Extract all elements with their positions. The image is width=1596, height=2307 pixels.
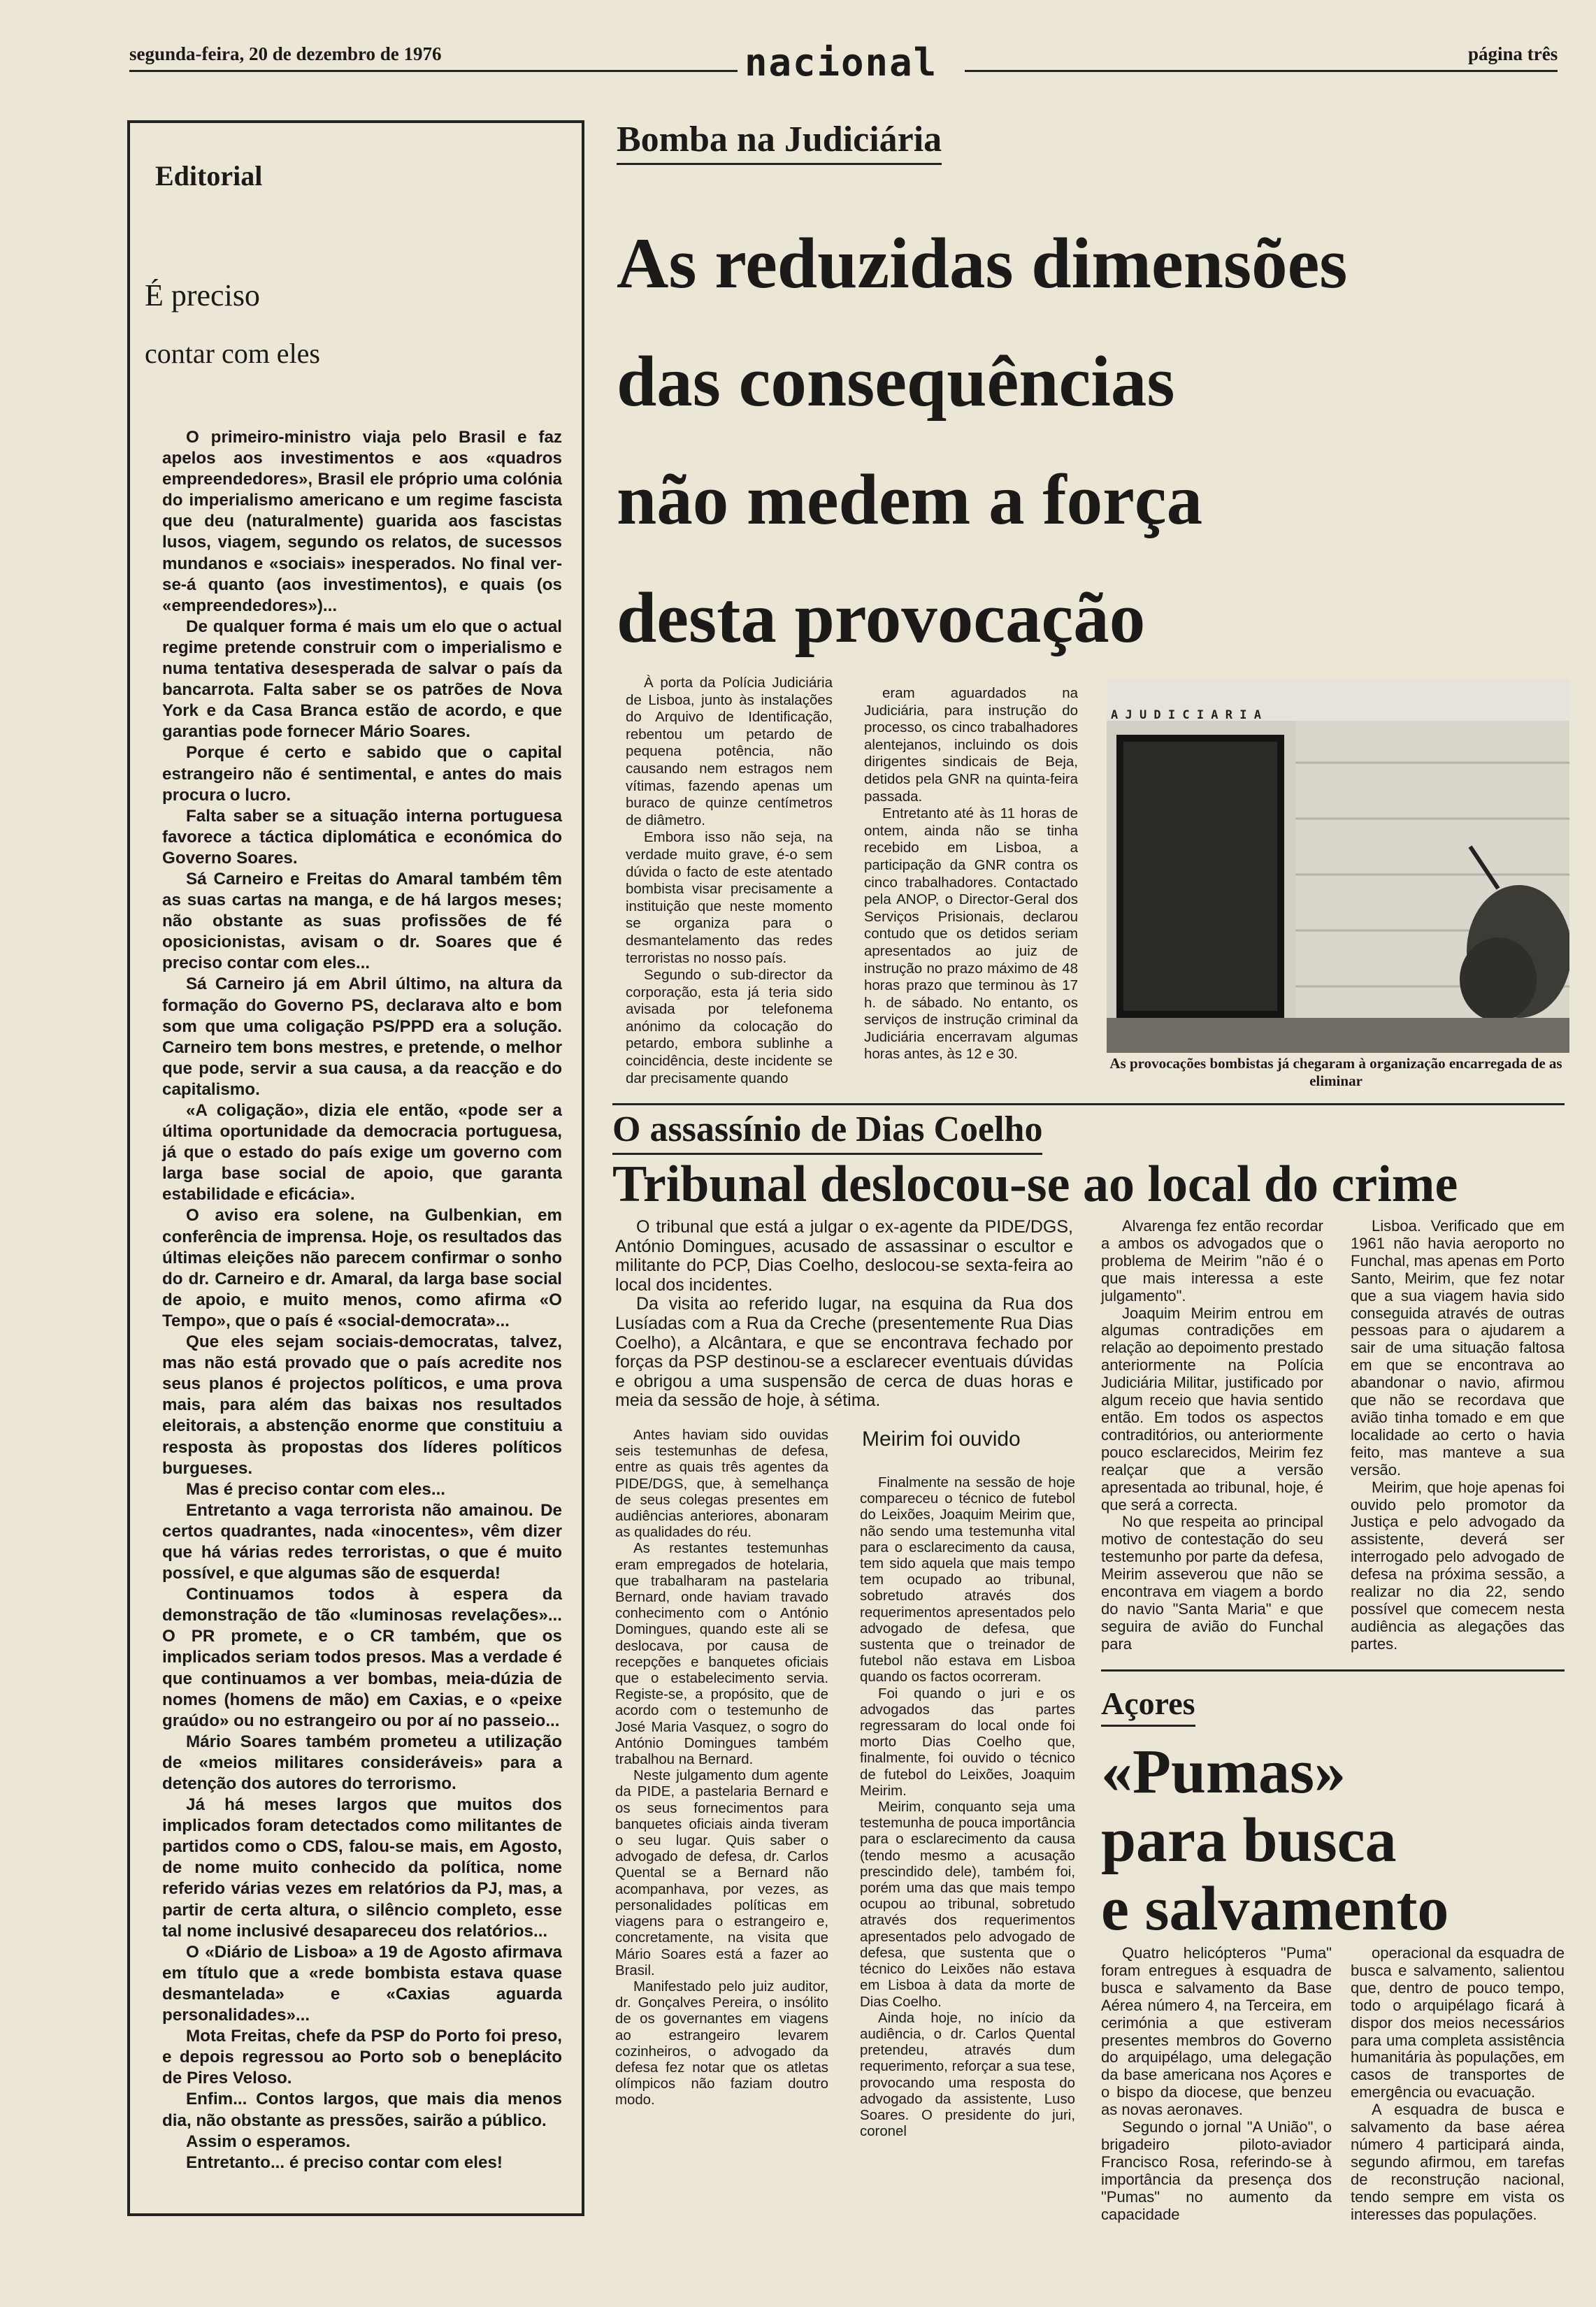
paragraph: operacional da esquadra de busca e salvamento, salientou que, dentro de pouco tempo, todo o arquipélago ficará à dispor dos meios necessários para uma completa assistência humanitária às populações, em casos de transportes de emergência ou evacuação. [1351,1944,1565,2101]
paragraph: Lisboa. Verificado que em 1961 não havia aeroporto no Funchal, mas apenas em Porto Santo, Meirim, que fez notar que a sua viagem havia sido conseguida através de outras pessoas para o ajudarem a sair de uma situação faltosa em que se encontrava ao abandonar o navio, afirmou que não se recordava que avião tinha tomado e em que localidade ao certo o havia feito, mas manteve a sua versão. [1351,1217,1565,1479]
paragraph: Porque é certo e sabido que o capital estrangeiro não é sentimental, e antes do mais procura o lucro. [162,743,562,805]
editorial-body [162,427,562,2173]
acores-headline [1101,1738,1448,1943]
paragraph: Continuamos todos à espera da demonstração de tão «luminosas revelações»... O PR promete, e o CR também, que os implicados seriam todos presos. Mas a verdade é que continuamos a ver bombas, meia-dúzia de nomes (homens de mão) em Caxias, e o «peixe graúdo» ou no estrangeiro ou por aí no passeio... [162,1585,562,1730]
paragraph: Entretanto até às 11 horas de ontem, ainda não se tinha recebido em Lisboa, a participação da GNR contra os cinco trabalhadores. Contactado pela ANOP, o Director-Geral dos Serviços Prisionais, declarou contudo que os detidos seriam apresentados ao juiz de instrução no prazo máximo de 48 horas prazo que terminou às 17 h. de sábado. No entanto, os serviços de instrução criminal da Judiciária encerravam algumas horas antes, às 12 e 30. [864,805,1078,1063]
paragraph: Entretanto... é preciso contar com eles! [186,2153,503,2172]
headline-line: das consequências [617,342,1175,422]
bomba-headline [617,205,1553,677]
paragraph: «A coligação», dizia ele então, «pode ser a última oportunidade da democracia portuguesa, já que o estado do país exige um governo com larga base social de apoio, que garanta estabilidade e eficácia». [162,1101,562,1205]
judiciaria-photo-image [1107,679,1569,1053]
paragraph: Ainda hoje, no início da audiência, o dr. Carlos Quental pretendeu, através dum requerimento, reforçar a sua tese, provocando uma resposta do advogado da assistente, Luso Soares. O presidente do juri, coronel [860,2010,1075,2140]
paragraph: Mas é preciso contar com eles... [186,1479,446,1499]
paragraph: Embora isso não seja, na verdade muito grave, é-o sem dúvida o facto de este atentado bombista visar precisamente a instituição que neste momento se organiza para o desmantelamento das redes terroristas no nosso país. [626,829,833,966]
dias-coelho-kicker: O assassínio de Dias Coelho [612,1109,1042,1155]
editorial-title-line2: contar com eles [145,338,320,369]
headline-line: As reduzidas dimensões [617,224,1348,303]
bomba-column-1 [626,675,833,1087]
masthead-rule-right [965,70,1558,72]
section-divider [612,1103,1565,1105]
paragraph: Foi quando o juri e os advogados das partes regressaram do local onde foi morto Dias Coelho que, finalmente, foi ouvido o técnico de futebol do Leixões, Joaquim Meirim. [860,1686,1075,1799]
paragraph: O tribunal que está a julgar o ex-agente da PIDE/DGS, António Domingues, acusado de assassinar o escultor e militante do PCP, Dias Coelho, deslocou-se sexta-feira ao local dos incidentes. [615,1217,1073,1295]
paragraph: Manifestado pelo juiz auditor, dr. Gonçalves Pereira, o insólito de os governantes em viagens ao estrangeiro levarem cozinheiros, o advogado da defesa fez notar que os atletas olímpicos não faziam doutro modo. [615,1978,828,2108]
paragraph: Mário Soares também prometeu a utilização de «meios militares consideráveis» para a detenção dos autores do terrorismo. [162,1732,562,1793]
paragraph: A esquadra de busca e salvamento da base aérea número 4 participará ainda, segundo afirmou, em tarefas de reconstrução nacional, tendo sempre em vista os interesses das populações. [1351,2101,1565,2223]
paragraph: O aviso era solene, na Gulbenkian, em conferência de imprensa. Hoje, os resultados das últimas eleições não parecem confirmar o sonho do dr. Carneiro e dr. Amaral, da larga base social de apoio, e muito menos, como afirma «O Tempo», que o país é «social-democrata»... [162,1206,562,1330]
acores-column-2 [1351,1945,1565,2224]
paragraph: No que respeita ao principal motivo de contestação do seu testemunho por parte da defesa, Meirim asseverou que não se encontrava em viagem a bordo do navio "Santa Maria" e que seguira de avião do Funchal para [1101,1513,1323,1653]
masthead-date: segunda-feira, 20 de dezembro de 1976 [129,43,442,64]
paragraph: Entretanto a vaga terrorista não amainou. De certos quadrantes, nada «inocentes», vêm dizer que há várias redes terroristas, o que é muito possível, e que algumas são de esquerda! [162,1500,562,1583]
paragraph: Segundo o jornal "A União", o brigadeiro piloto-aviador Francisco Rosa, referindo-se à importância da presença dos "Pumas" no aumento da capacidade [1101,2118,1332,2223]
paragraph: Antes haviam sido ouvidas seis testemunhas de defesa, entre as quais três agentes da PIDE/DGS, que, à semelhança de seus colegas presentes em audiências anteriores, abonaram as qualidades do réu. [615,1428,828,1541]
paragraph: Sá Carneiro e Freitas do Amaral também têm as suas cartas na manga, e de há largos meses; não obstante as suas profissões de fé oposicionistas, avisam o dr. Soares que é preciso contar com eles... [162,869,562,973]
dias-coelho-column-2 [860,1475,1075,2140]
masthead-section: nacional [738,41,944,85]
photo-caption: As provocações bombistas já chegaram à organização encarregada de as eliminar [1109,1055,1562,1089]
headline-line: desta provocação [617,578,1146,658]
paragraph: Segundo o sub-director da corporação, esta já teria sido avisada por telefonema anónimo da colocação do petardo, embora sublinhe a coincidência, deste incidente se dar precisamente quando [626,967,833,1086]
editorial-title-line1: É preciso [145,278,260,312]
judiciaria-photo [1107,679,1569,1053]
bomba-column-2 [864,685,1078,1063]
paragraph: À porta da Polícia Judiciária de Lisboa, junto às instalações do Arquivo de Identificação, rebentou um petardo de pequena potência, não causando nem estragos nem vítimas, fazendo apenas um buraco de quinze centímetros de diâmetro. [626,675,833,828]
editorial-kicker: Editorial [155,160,263,192]
headline-line: e salvamento [1101,1874,1449,1943]
paragraph: Alvarenga fez então recordar a ambos os advogados que o problema de Meirim "não é o que mais interessa a este julgamento". [1101,1217,1323,1305]
acores-column-1 [1101,1945,1332,2224]
dias-coelho-column-1 [615,1428,828,2109]
paragraph: Da visita ao referido lugar, na esquina da Rua dos Lusíadas com a Rua da Creche (presentemente Rua Dias Coelho), a Alcântara, e que se encontrava fechado por forças da PSP destinou-se a esclarecer eventuais dúvidas e obrigou a uma suspensão de cerca de duas horas e meia da sessão de hoje, à sétima. [615,1294,1073,1411]
paragraph: De qualquer forma é mais um elo que o actual regime pretende construir com o imperialismo e numa tentativa desesperada de salvar o país da bancarrota. Falta saber se os patrões de Nova York e da Casa Branca estão de acordo, e que garantias pode fornecer Mário Soares. [162,617,562,742]
bomba-kicker: Bomba na Judiciária [617,119,942,165]
paragraph: As restantes testemunhas eram empregados de hotelaria, que trabalharam na pastelaria Bernard, onde haviam travado conhecimento com o António Domingues, quando este ali se deslocava, por causa de recepções e banquetes oficiais que o estabelecimento servia. Registe-se, a propósito, que de acordo com o testemunho de José Maria Vasquez, o sogro do António Domingues também trabalhou na Bernard. [615,1541,828,1768]
dias-coelho-column-3 [1101,1218,1323,1653]
headline-line: para busca [1101,1806,1397,1875]
photo-sign: A J U D I C I A R I A [1111,708,1261,722]
headline-line: não medem a força [617,460,1203,540]
paragraph: Quatro helicópteros "Puma" foram entregues à esquadra de busca e salvamento da Base Aérea número 4, na Terceira, em cerimónia a que estiveram presentes membros do Governo do arquipélago, uma delegação da base americana nos Açores e o bispo da diocese, que benzeu as novas aeronaves. [1101,1944,1332,2119]
paragraph: Já há meses largos que muitos dos implicados foram detectados como militantes de partidos como o CDS, falou-se mais, em Agosto, de nome muito conhecido da política, nome referido várias vezes em relatórios da PJ, mas, a partir de certa altura, o silêncio completo, esse tal nome inclusivé desapareceu dos relatórios... [162,1795,562,1941]
paragraph: Neste julgamento dum agente da PIDE, a pastelaria Bernard e os seus fornecimentos para banquetes oficiais ainda tiveram o seu lugar. Quis saber o advogado de defesa, dr. Carlos Quental se a Bernard não acompanhava, por vezes, as personalidades políticas em viagens para o estrangeiro e, concretamente, na visita que Mário Soares está a fazer ao Brasil. [615,1768,828,1978]
paragraph: Meirim, conquanto seja uma testemunha de pouca importância para o esclarecimento da causa (tendo mesmo a acusação prescindido dele), também foi, porém uma das que mais tempo ocupou ao tribunal, sobretudo através dos requerimentos apresentados pelo advogado de defesa, que sustenta que o técnico do Leixões não estava em Lisboa à data da morte de Dias Coelho. [860,1799,1075,2010]
dias-coelho-headline: Tribunal deslocou-se ao local do crime [612,1156,1458,1213]
headline-line: «Pumas» [1101,1737,1346,1806]
paragraph: Meirim, que hoje apenas foi ouvido pelo promotor da Justiça e pelo advogado da assistente, deverá ser interrogado pelo advogado de defesa na próxima sessão, a realizar no dia 22, sendo possível que comecem nesta audiência as alegações das partes. [1351,1478,1565,1653]
paragraph: O «Diário de Lisboa» a 19 de Agosto afirmava em título que a «rede bombista estava quase desmantelada» e «Caxias aguarda personalidades»... [162,1942,562,2025]
meirim-subhead: Meirim foi ouvido [862,1428,1021,1451]
paragraph: eram aguardados na Judiciária, para instrução do processo, os cinco trabalhadores alentejanos, incluindo os dois dirigentes sindicais de Beja, detidos pela GNR na quinta-feira passada. [864,685,1078,805]
paragraph: Enfim... Contos largos, que mais dia menos dia, não obstante as pressões, sairão a público. [162,2090,562,2130]
paragraph: Assim o esperamos. [186,2132,351,2151]
paragraph: Finalmente na sessão de hoje compareceu o técnico de futebol do Leixões, Joaquim Meirim que, não sendo uma testemunha vital para o esclarecimento da causa, tem sido aquela que mais tempo tem ocupado ao tribunal, sobretudo através dos requerimentos apresentados pelo advogado de defesa, que sustenta que o treinador de futebol não estava em Lisboa quando os factos ocorreram. [860,1475,1075,1686]
paragraph: O primeiro-ministro viaja pelo Brasil e faz apelos aos investimentos e aos «quadros empreendedores», Brasil ele próprio uma colónia do imperialismo americano e um regime fascista que deu (naturalmente) guarida aos fascistas lusos, viagem, segundo os relatos, de sucessos mundanos e «sociais» inesperados. No final ver-se-á quanto (aos investimentos), e quais (os «empreendedores»)... [162,428,562,615]
paragraph: Joaquim Meirim entrou em algumas contradições em relação ao depoimento prestado anteriormente na Polícia Judiciária Militar, justificado por algum receio que havia sentido então. Em todos os aspectos contraditórios, ou anteriormente pouco esclarecidos, Meirim fez realçar que a versão apresentada ao tribunal, hoje, é que será a correcta. [1101,1304,1323,1514]
acores-kicker: Açores [1101,1685,1195,1727]
dias-coelho-column-4 [1351,1218,1565,1653]
paragraph: Que eles sejam sociais-democratas, talvez, mas não está provado que o país acredite nos seus planos é projectos políticos, e uma prova mais, para além das baixas nos resultados eleitorais, a abstenção enorme que constituiu a resposta às propostas dos líderes políticos burgueses. [162,1332,562,1478]
paragraph: Falta saber se a situação interna portuguesa favorece a táctica diplomática e económica do Governo Soares. [162,806,562,868]
paragraph: Mota Freitas, chefe da PSP do Porto foi preso, e depois regressou ao Porto sob o beneplácito de Pires Veloso. [162,2027,562,2088]
dias-coelho-lead [615,1218,1073,1411]
paragraph: Sá Carneiro já em Abril último, na altura da formação do Governo PS, declarava alto e bom som que uma coligação PS/PPD era a solução. Carneiro tem bons mestres, e pretende, o melhor que pode, servir a sua causa, a da reacção e do capitalismo. [162,975,562,1099]
acores-divider [1101,1669,1565,1672]
masthead-page: página três [1468,43,1558,64]
